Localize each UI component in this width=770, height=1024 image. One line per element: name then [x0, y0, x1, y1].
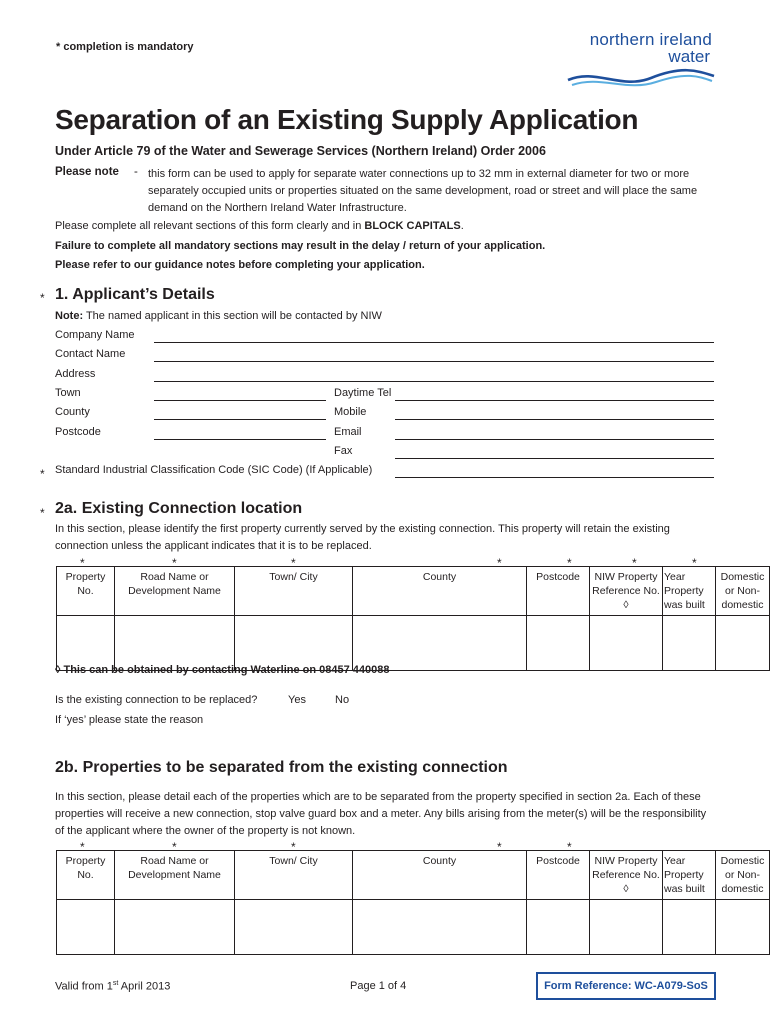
section2b-heading: 2b. Properties to be separated from the existing connection [55, 759, 508, 776]
mandatory-star: * [172, 556, 177, 570]
cell-postcode[interactable] [527, 616, 590, 671]
existing-connection-table [56, 566, 770, 671]
please-note-label: Please note [55, 166, 119, 178]
section1-note [55, 310, 382, 322]
note-label: Note: [55, 310, 84, 322]
diamond-icon: ◊ [623, 883, 629, 895]
valid-from-text: Valid from 1 [55, 980, 113, 993]
col-year-built: Year Property was built [663, 567, 716, 616]
cell-domestic[interactable] [716, 900, 770, 955]
col-property-no: Property No. [57, 851, 115, 900]
valid-from [55, 980, 170, 993]
col-niw-ref [590, 567, 663, 616]
instruction-failure-warning: Failure to complete all mandatory sections may result in the delay / return of your application. [55, 240, 546, 252]
town-field[interactable] [154, 400, 326, 401]
cell-county[interactable] [353, 900, 527, 955]
mandatory-star: * [80, 556, 85, 570]
mandatory-star: * [40, 291, 45, 305]
table-header-row [57, 567, 770, 616]
cell-niw-ref[interactable] [590, 616, 663, 671]
col-niw-ref-text: NIW Property Reference No. [592, 571, 660, 597]
postcode-field[interactable] [154, 439, 326, 440]
mobile-field[interactable] [395, 419, 714, 420]
col-postcode: Postcode [527, 851, 590, 900]
instruction-suffix: . [460, 220, 464, 232]
cell-year-built[interactable] [663, 616, 716, 671]
col-niw-ref [590, 851, 663, 900]
niw-logo [566, 30, 716, 90]
cell-road-name[interactable] [115, 616, 235, 671]
company-name-field[interactable] [154, 342, 714, 343]
logo-wave-icon [566, 68, 716, 90]
cell-town-city[interactable] [235, 900, 353, 955]
instruction-text: Please complete all relevant sections of this form clearly and in [55, 220, 365, 232]
postcode-label: Postcode [55, 426, 101, 438]
section1-heading: 1. Applicant’s Details [55, 286, 215, 303]
col-road-name: Road Name or Development Name [115, 567, 235, 616]
table-row [57, 900, 770, 955]
cell-postcode[interactable] [527, 900, 590, 955]
mandatory-star: * [567, 840, 572, 854]
please-note-dash: - [134, 166, 138, 178]
table-header-row [57, 851, 770, 900]
logo-line1: northern ireland [589, 30, 712, 49]
email-label: Email [334, 426, 362, 438]
col-domestic: Domestic or Non-domestic [716, 851, 770, 900]
valid-from-date: April 2013 [118, 980, 171, 993]
sic-code-field[interactable] [395, 477, 714, 478]
company-name-label: Company Name [55, 329, 135, 341]
instruction-block-capitals [55, 220, 464, 232]
please-note-text: this form can be used to apply for separate water connections up to 32 mm in external diameter for two or more separately occupied units or properties situated on the same development, road or street and will place the same demand on the Northern Ireland Water Infrastructure. [148, 168, 698, 214]
page-number: Page 1 of 4 [350, 980, 407, 992]
replaced-yes-option[interactable]: Yes [288, 694, 306, 706]
cell-property-no[interactable] [57, 616, 115, 671]
valid-from-sup: st [112, 980, 119, 987]
contact-name-label: Contact Name [55, 348, 126, 360]
mandatory-note: * completion is mandatory [56, 41, 194, 53]
mandatory-star: * [497, 556, 502, 570]
cell-town-city[interactable] [235, 616, 353, 671]
mandatory-star: * [80, 840, 85, 854]
mandatory-star: * [291, 840, 296, 854]
fax-label: Fax [334, 445, 353, 457]
col-town-city: Town/ City [235, 567, 353, 616]
col-county: County [353, 851, 527, 900]
county-field[interactable] [154, 419, 326, 420]
mandatory-star: * [40, 467, 45, 481]
col-property-no: Property No. [57, 567, 115, 616]
logo-line2: water [668, 47, 710, 66]
town-label: Town [55, 387, 81, 399]
col-postcode: Postcode [527, 567, 590, 616]
col-year-built: Year Property was built [663, 851, 716, 900]
sic-code-label: Standard Industrial Classification Code (SIC Code) (If Applicable) [55, 464, 373, 476]
instruction-guidance: Please refer to our guidance notes before completing your application. [55, 259, 425, 271]
email-field[interactable] [395, 439, 714, 440]
reason-label: If ‘yes’ please state the reason [55, 714, 204, 726]
replaced-question: Is the existing connection to be replaced? [55, 694, 258, 706]
page-title: Separation of an Existing Supply Application [55, 104, 639, 135]
mandatory-star: * [40, 506, 45, 520]
cell-road-name[interactable] [115, 900, 235, 955]
mandatory-star: * [567, 556, 572, 570]
col-domestic: Domestic or Non-domestic [716, 567, 770, 616]
col-niw-ref-text: NIW Property Reference No. [592, 855, 660, 881]
mobile-label: Mobile [334, 406, 367, 418]
form-reference-badge: Form Reference: WC-A079-SoS [536, 972, 716, 1000]
table-row [57, 616, 770, 671]
col-county: County [353, 567, 527, 616]
mandatory-star: * [291, 556, 296, 570]
daytime-tel-field[interactable] [395, 400, 714, 401]
address-label: Address [55, 368, 96, 380]
mandatory-star: * [172, 840, 177, 854]
section2a-heading: 2a. Existing Connection location [55, 500, 303, 517]
cell-county[interactable] [353, 616, 527, 671]
col-town-city: Town/ City [235, 851, 353, 900]
replaced-no-option[interactable]: No [335, 694, 350, 706]
fax-field[interactable] [395, 458, 714, 459]
separated-properties-table [56, 850, 770, 955]
col-road-name: Road Name or Development Name [115, 851, 235, 900]
contact-name-field[interactable] [154, 361, 714, 362]
cell-property-no[interactable] [57, 900, 115, 955]
section2b-description: In this section, please detail each of the properties which are to be separated from the property specified in section 2a. Each of these properties will receive a new connection, stop valve guard box and a meter. Any bills arising from the meter(s) will be the responsibility of the applicant where the owner of the property is not known. [55, 791, 707, 837]
mandatory-star: * [692, 556, 697, 570]
mandatory-star: * [497, 840, 502, 854]
section2a-description: In this section, please identify the first property currently served by the existing connection. This property will retain the existing connection unless the applicant indicates that it is to be replaced. [55, 523, 670, 552]
note-text: The named applicant in this section will be contacted by NIW [83, 310, 382, 322]
daytime-tel-label: Daytime Tel [334, 387, 392, 399]
cell-domestic[interactable] [716, 616, 770, 671]
waterline-note: ◊ This can be obtained by contacting Waterline on 08457 440088 [55, 664, 390, 676]
page-subtitle: Under Article 79 of the Water and Sewerage Services (Northern Ireland) Order 2006 [55, 144, 546, 158]
instruction-bold: BLOCK CAPITALS [364, 220, 461, 232]
cell-niw-ref[interactable] [590, 900, 663, 955]
county-label: County [55, 406, 90, 418]
address-field[interactable] [154, 381, 714, 382]
mandatory-star: * [632, 556, 637, 570]
cell-year-built[interactable] [663, 900, 716, 955]
diamond-icon: ◊ [623, 599, 629, 611]
